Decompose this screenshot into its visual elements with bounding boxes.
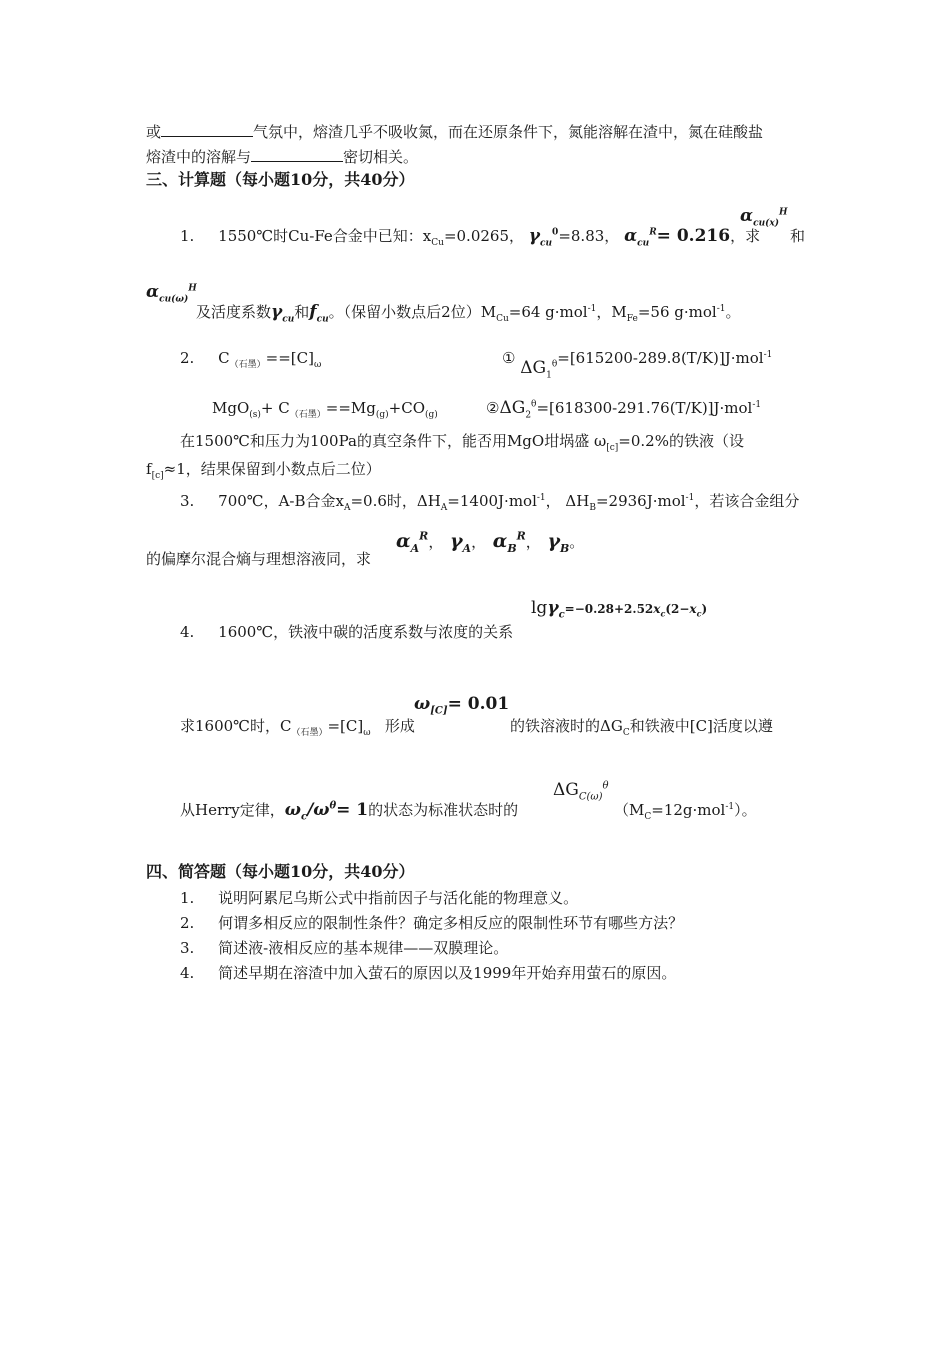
q2-reaction-2-gibbs: $②\Delta G_2^\theta=[618300-291.76(T/K)]J\cdot mol^{-1}$ bbox=[486, 398, 762, 421]
q1-line-2: 及活度系数$\gamma_{cu}$和$f_{cu}$。（保留小数点后2位）$M_{Cu}=64$ g·mol$^{-1}$，$M_{Fe}=56$ g·mol$^{-1}$。 bbox=[196, 302, 741, 325]
gamma-cu-formula: $\gamma_{cu}$ bbox=[271, 302, 295, 325]
fill-blank-2 bbox=[251, 146, 343, 162]
omega-c-formula: $\omega_{[C]}= 0.01$ bbox=[414, 694, 510, 717]
list-item: 2. 何谓多相反应的限制性条件？确定多相反应的限制性环节有哪些方法？ bbox=[180, 914, 684, 932]
q2-reaction-1: 2. $C_{(石墨)}==[C]_\omega$ bbox=[180, 349, 322, 370]
list-item: 4. 简述早期在溶渣中加入萤石的原因以及1999年开始弃用萤石的原因。 bbox=[180, 964, 677, 982]
intro-line-1: 或 气氛中，熔渣几乎不吸收氮，而在还原条件下，氮能溶解在渣中，氮在硅酸盐 bbox=[146, 123, 764, 141]
q2-body-line-1: 在1500℃和压力为100Pa的真空条件下，能否用MgO坩埚盛 $\omega_{[c]}=0.2\%$的铁液（设 bbox=[180, 432, 744, 453]
alpha-b-r-formula: $\alpha_B^R$ bbox=[492, 529, 526, 555]
q1-and: 和 bbox=[790, 227, 806, 245]
q2-reaction-2: $MgO_{(s)}+ C_{(石墨)}==Mg_{(g)}+CO_{(g)}$ bbox=[212, 399, 438, 420]
delta-g1-formula: $\Delta G_1^\theta$ bbox=[520, 358, 558, 381]
q3-formulas: $\alpha_A^R$， $\gamma_A$， $\alpha_B^R$， $\gamma_B$。 bbox=[396, 529, 585, 555]
alpha-cu-x-h-formula: $\alpha_{cu(x)}^H$ bbox=[740, 206, 788, 229]
q4-line-1: 4. 1600℃，铁液中碳的活度系数与浓度的关系 bbox=[180, 623, 514, 641]
omega-ratio-formula: $\omega_c/\omega^\theta$ bbox=[284, 800, 337, 823]
q4-line-3-a: 从Herry定律，$\omega_c/\omega^\theta= 1$的状态为标准状态时的 bbox=[180, 800, 519, 823]
gamma-a-formula: $\gamma_A$ bbox=[449, 530, 472, 555]
fill-blank-1 bbox=[161, 121, 253, 137]
q4-line-2-a: 求1600℃时，$C_{(石墨)}=[C]_\omega$ 形成 bbox=[180, 717, 415, 738]
list-item: 3. 简述液-液相反应的基本规律——双膜理论。 bbox=[180, 939, 509, 957]
q1-line-1: 1. 1550℃时Cu-Fe合金中已知：$x_{Cu}=0.0265$， $\gamma_{cu}^0=8.83$， $\alpha_{cu}^R= 0.216$，求 bbox=[180, 226, 761, 249]
q3-line-2: 的偏摩尔混合熵与理想溶液同，求 bbox=[146, 550, 372, 568]
delta-g2-formula: $\Delta G_2^\theta$ bbox=[499, 398, 537, 421]
q2-body-line-2: $f_{[c]}\approx 1$，结果保留到小数点后二位） bbox=[146, 460, 381, 481]
alpha-cu-omega-h-formula: $\alpha_{cu(\omega)}^H$ bbox=[146, 282, 197, 305]
q4-line-2-b: 的铁溶液时的$\Delta G_C$和铁液中[C]活度以遵 bbox=[510, 717, 773, 738]
q4-line-3-b: $(M_C=12g\cdot mol^{-1})$。 bbox=[614, 801, 757, 822]
f-cu-formula: $f_{cu}$ bbox=[309, 302, 329, 325]
gamma-b-formula: $\gamma_B$ bbox=[547, 530, 570, 555]
intro-line-2: 熔渣中的溶解与 密切相关。 bbox=[146, 148, 419, 166]
q3-line-1: 3. 700℃，A-B合金$x_A=0.6$时，$\Delta H_A=1400J\cdot mol^{-1}$， $\Delta H_B=2936J\cdot mol^{-1}$，若该合金组分 bbox=[180, 492, 800, 513]
alpha-a-r-formula: $\alpha_A^R$ bbox=[396, 529, 429, 555]
section-3-title: 三、计算题（每小题10分，共40分） bbox=[146, 170, 415, 189]
alpha-cu-r-formula: $\alpha_{cu}^R$ bbox=[624, 226, 657, 249]
q4-lg-gamma-formula: $\lg\gamma_c=-0.28+2.52x_c(2-x_c)$ bbox=[531, 598, 708, 621]
q2-reaction-1-gibbs: ① $\Delta G_1^\theta=[615200-289.8(T/K)]J\cdot mol^{-1}$ bbox=[502, 349, 773, 381]
list-item: 1. 说明阿累尼乌斯公式中指前因子与活化能的物理意义。 bbox=[180, 889, 579, 907]
delta-g-c-omega-formula: $\Delta G_{C(\omega)}^\theta$ bbox=[553, 780, 609, 803]
section-4-title: 四、简答题（每小题10分，共40分） bbox=[146, 862, 415, 881]
gamma-cu-0-formula: $\gamma_{cu}^0$ bbox=[528, 226, 559, 249]
